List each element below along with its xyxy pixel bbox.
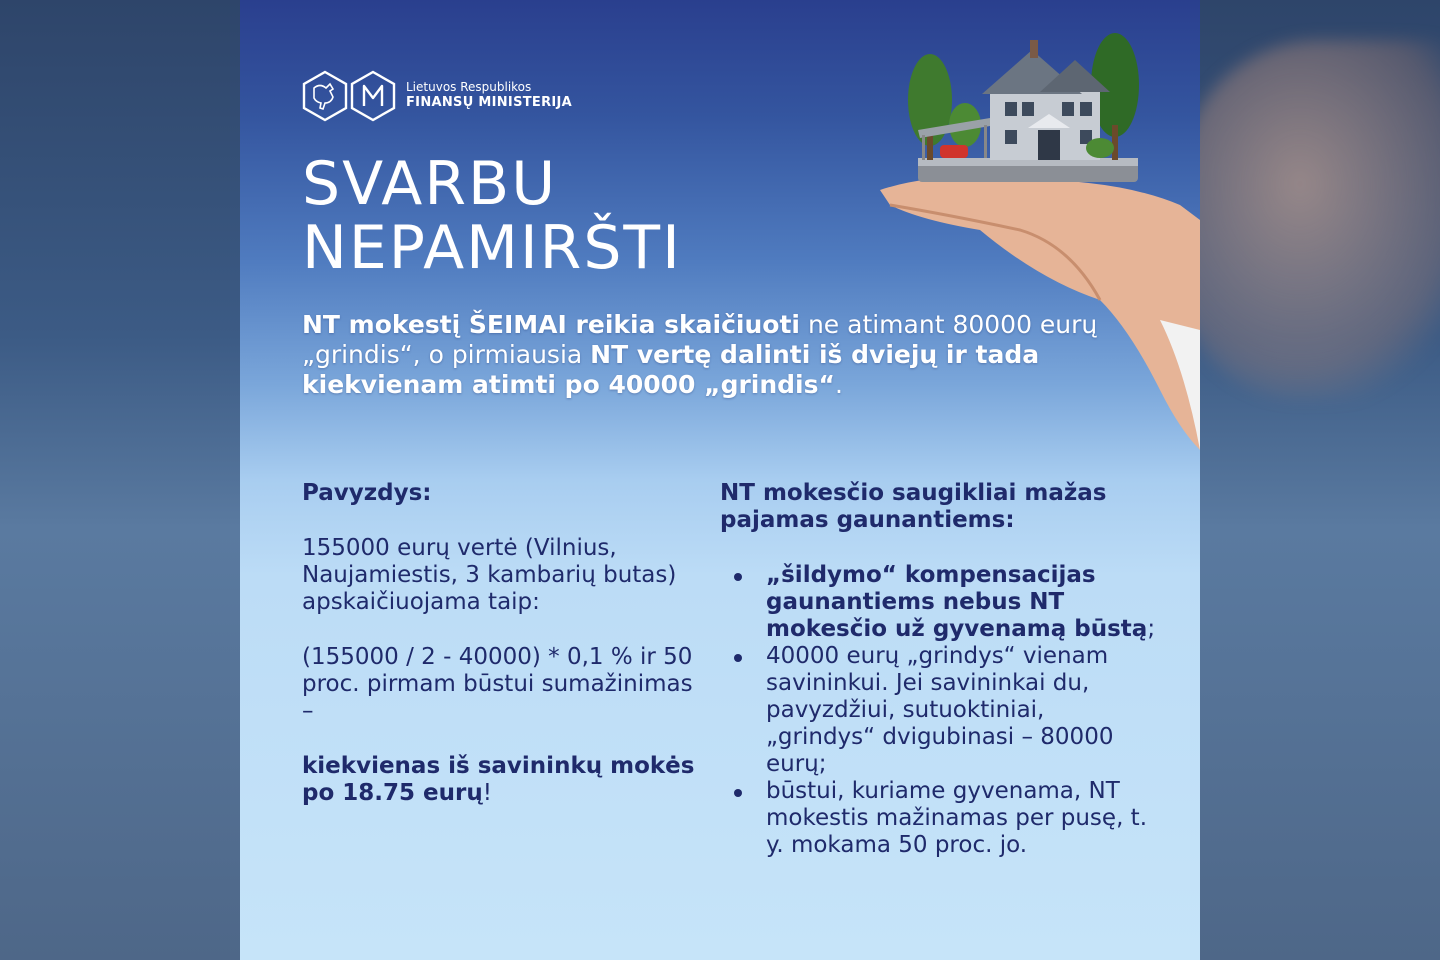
coat-of-arms-icon bbox=[302, 70, 348, 122]
ministry-logo bbox=[302, 70, 572, 122]
intro-bold-3: NT vertę dalinti iš dviejų ir tada kiekvienam atimti po 40000 „grindis“ bbox=[302, 340, 1040, 399]
example-para-2: (155000 / 2 - 40000) * 0,1 % ir 50 proc. pirmam būstui sumažinimas – bbox=[302, 644, 693, 724]
intro-text bbox=[302, 310, 1162, 400]
monogram-m-icon bbox=[350, 70, 396, 122]
example-result-end: ! bbox=[482, 780, 492, 806]
list-item bbox=[720, 562, 1160, 643]
title-line1: SVARBU bbox=[302, 149, 558, 219]
info-card bbox=[240, 0, 1200, 960]
list-item bbox=[720, 643, 1160, 778]
blurred-hand bbox=[1180, 40, 1440, 400]
example-heading: Pavyzdys: bbox=[302, 480, 432, 506]
page-title bbox=[302, 149, 682, 283]
list-item-bold: „šildymo“ kompensacijas gaunantiems nebus NT mokesčio už gyvenamą būstą bbox=[766, 562, 1148, 642]
intro-text-4: . bbox=[834, 370, 843, 399]
example-result bbox=[302, 753, 702, 807]
title-line2: NEPAMIRŠTI bbox=[302, 213, 682, 283]
list-item-text: būstui, kuriame gyvenama, NT mokestis mažinamas per pusę, t. y. mokama 50 proc. jo. bbox=[766, 778, 1148, 858]
safeguards-list bbox=[720, 562, 1160, 859]
ministry-line2: FINANSŲ MINISTERIJA bbox=[406, 95, 573, 111]
safeguards-column bbox=[720, 480, 1160, 859]
intro-bold-1: NT mokestį ŠEIMAI reikia skaičiuoti bbox=[302, 310, 800, 339]
example-result-bold: kiekvienas iš savininkų mokės po 18.75 eurų bbox=[302, 753, 695, 806]
ministry-line1: Lietuvos Respublikos bbox=[406, 80, 532, 95]
example-column bbox=[302, 480, 702, 807]
list-item-text: ; bbox=[1147, 616, 1156, 642]
list-item bbox=[720, 778, 1160, 859]
list-item-text: 40000 eurų „grindys“ vienam savininkui. Jei savininkai du, pavyzdžiui, sutuoktiniai, „grindys“ dvigubinasi – 80000 eurų; bbox=[766, 643, 1114, 777]
intro-text-2: ne atimant 80000 eurų „grindis“, o pirmiausia bbox=[302, 310, 1098, 369]
safeguards-heading: NT mokesčio saugikliai mažas pajamas gaunantiems: bbox=[720, 480, 1107, 533]
example-para-1: 155000 eurų vertė (Vilnius, Naujamiestis, 3 kambarių butas) apskaičiuojama taip: bbox=[302, 535, 677, 615]
